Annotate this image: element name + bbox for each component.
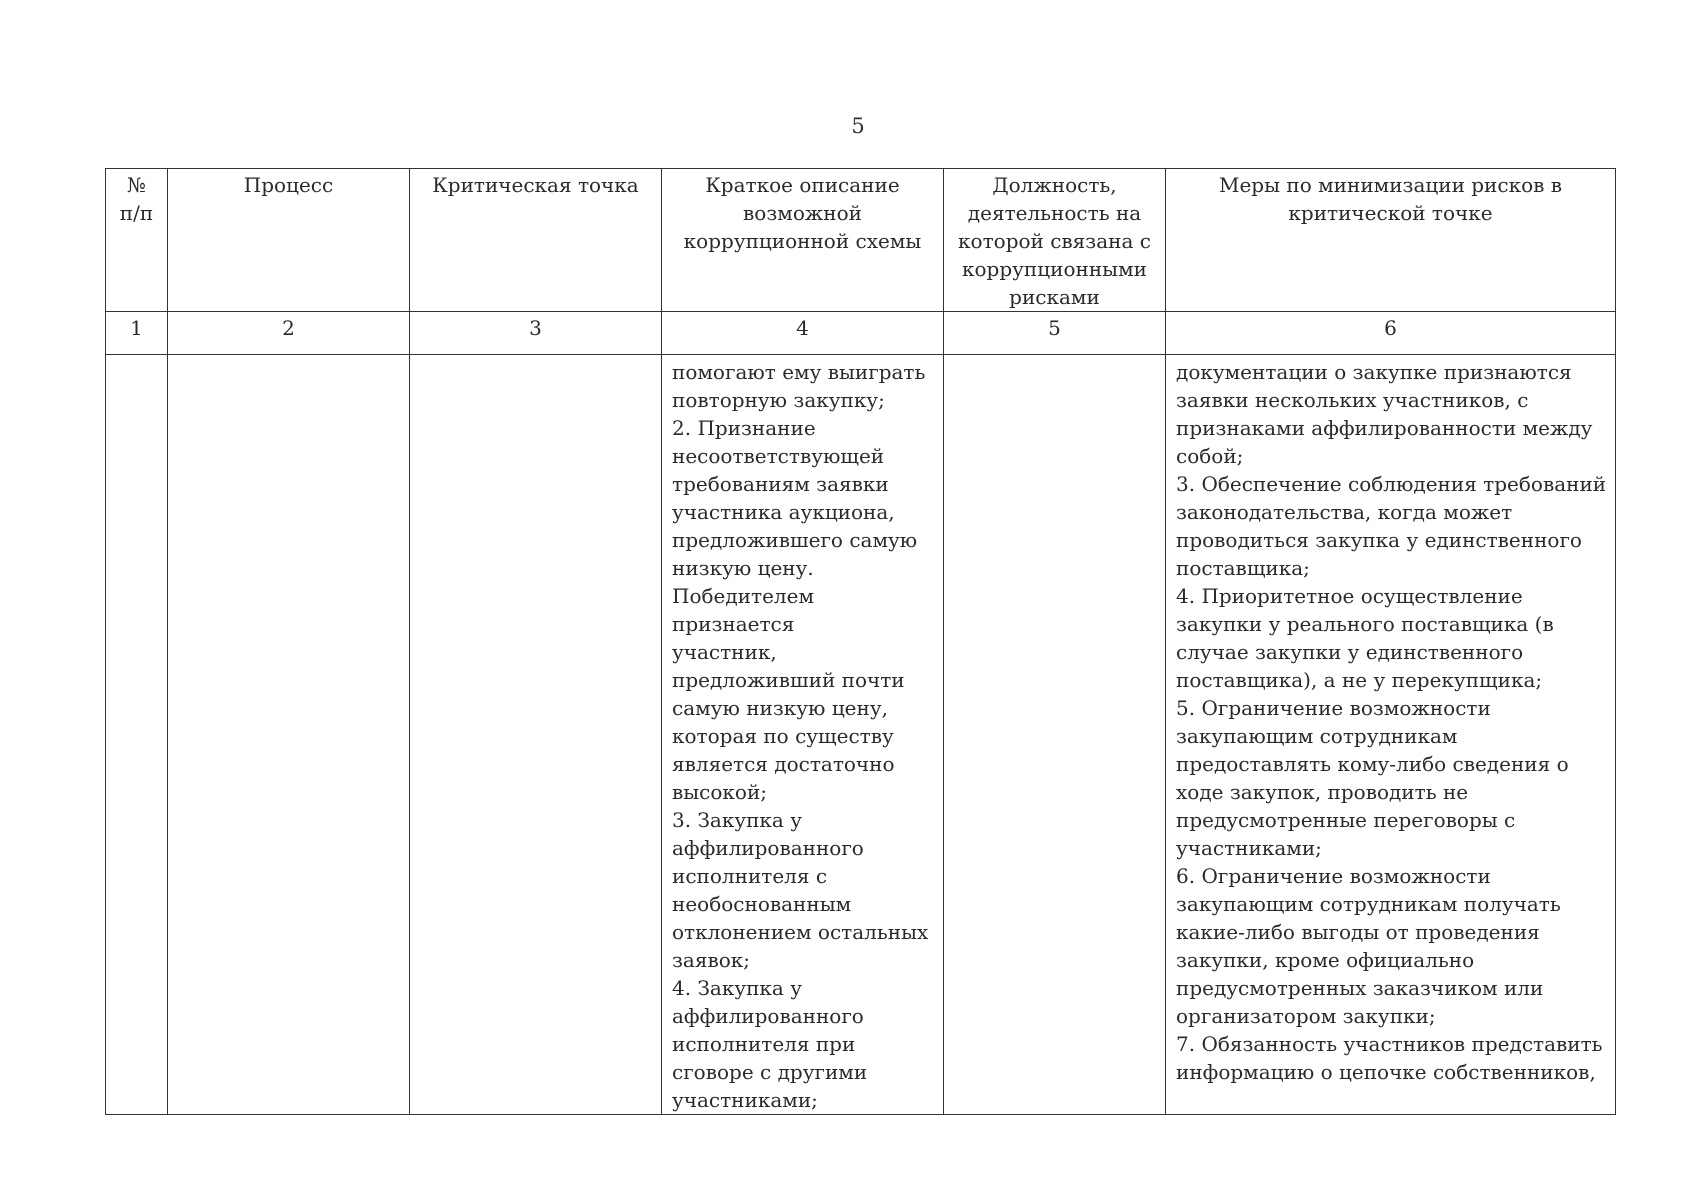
column-number-2: 2 — [168, 312, 410, 355]
column-number-5: 5 — [944, 312, 1166, 355]
cell-process — [168, 355, 410, 1115]
column-number-1: 1 — [106, 312, 168, 355]
table-header-row — [106, 169, 1616, 312]
header-number: № п/п — [106, 169, 168, 312]
page-number: 5 — [851, 114, 865, 138]
column-number-6: 6 — [1166, 312, 1616, 355]
header-critical-point: Критическая точка — [410, 169, 662, 312]
cell-position — [944, 355, 1166, 1115]
column-number-3: 3 — [410, 312, 662, 355]
corruption-risk-table — [105, 168, 1616, 1115]
cell-number — [106, 355, 168, 1115]
cell-critical-point — [410, 355, 662, 1115]
header-scheme-description: Краткое описание возможной коррупционной схемы — [662, 169, 944, 312]
column-number-row — [106, 312, 1616, 355]
header-process: Процесс — [168, 169, 410, 312]
table-row — [106, 355, 1616, 1115]
header-position: Должность, деятельность на которой связана с коррупционными рисками — [944, 169, 1166, 312]
cell-risk-measures: документации о закупке признаются заявки нескольких участников, с признаками аффилированности между собой; 3. Обеспечение соблюдения требований законодательства, когда может проводиться закупка у единственного поставщика; 4. Приоритетное осуществление закупки у реального поставщика (в случае закупки у единственного поставщика), а не у перекупщика; 5. Ограничение возможности закупающим сотрудникам предоставлять кому-либо сведения о ходе закупок, проводить не предусмотренные переговоры с участниками; 6. Ограничение возможности закупающим сотрудникам получать какие-либо выгоды от проведения закупки, кроме официально предусмотренных заказчиком или организатором закупки; 7. Обязанность участников представить информацию о цепочке собственников, — [1166, 355, 1616, 1115]
cell-scheme-description: помогают ему выиграть повторную закупку; 2. Признание несоответствующей требованиям заявки участника аукциона, предложившего самую низкую цену. Победителем признается участник, предложивший почти самую низкую цену, которая по существу является достаточно высокой; 3. Закупка у аффилированного исполнителя с необоснованным отклонением остальных заявок; 4. Закупка у аффилированного исполнителя при сговоре с другими участниками; — [662, 355, 944, 1115]
header-risk-measures: Меры по минимизации рисков в критической точке — [1166, 169, 1616, 312]
column-number-4: 4 — [662, 312, 944, 355]
